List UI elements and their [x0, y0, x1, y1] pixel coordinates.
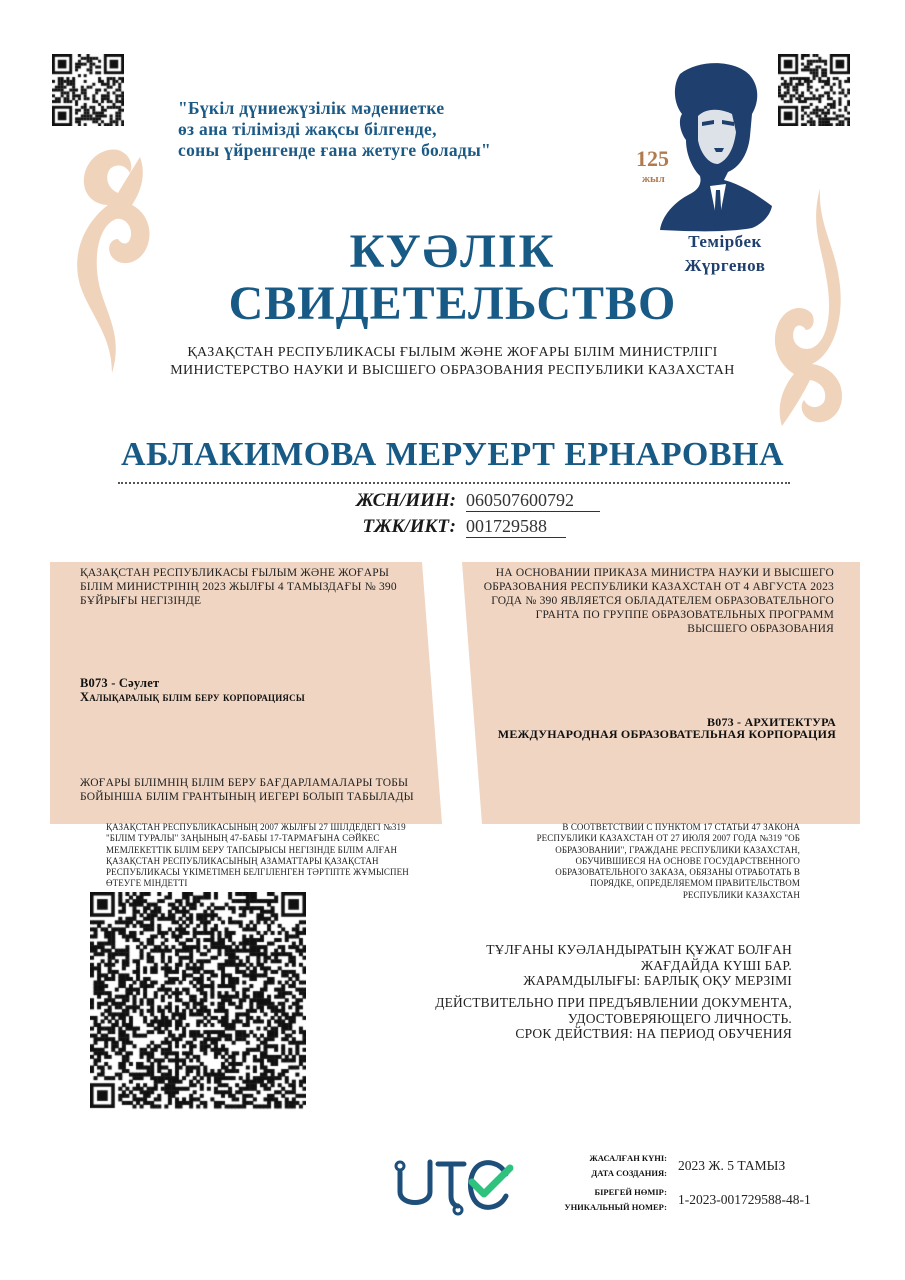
text-line: ОБРАЗОВАТЕЛЬНОГО ЗАКАЗА, ОБЯЗАНЫ ОТРАБОТАТЬ В [555, 867, 800, 878]
emblem-person-first-name: Темірбек [688, 232, 762, 251]
qr-code-top-left [52, 54, 124, 126]
text-line: В СООТВЕТСТВИИ С ПУНКТОМ 17 СТАТЬИ 47 ЗАКОНА [562, 822, 800, 832]
text-line: ҚАЗАҚСТАН РЕСПУБЛИКАСЫНЫҢ АЗАМАТТАРЫ ҚАЗАҚСТАН [106, 855, 379, 866]
name-underline-divider [118, 482, 790, 484]
ikt-value: 001729588 [466, 516, 566, 538]
anniversary-word: жыл [642, 173, 665, 185]
right-panel-basis [470, 566, 834, 636]
text-line: ОБУЧИВШИЕСЯ НА ОСНОВЕ ГОСУДАРСТВЕННОГО [575, 855, 800, 866]
ministry-name [0, 344, 905, 380]
validity-russian [420, 995, 792, 1042]
text-line: ДЕЙСТВИТЕЛЬНО ПРИ ПРЕДЪЯВЛЕНИИ ДОКУМЕНТА, [435, 995, 792, 1010]
text-line: ПОРЯДКЕ, ОПРЕДЕЛЯЕМОМ ПРАВИТЕЛЬСТВОМ [590, 878, 800, 889]
emblem-person-last-name: Жүргенов [684, 256, 766, 275]
text-line: ҚАЗАҚСТАН РЕСПУБЛИКАСЫНЫҢ 2007 ЖЫЛҒЫ 27 ШІЛДЕДЕГІ №319 [106, 822, 406, 832]
text-line: ҚАЗАҚСТАН РЕСПУБЛИКАСЫ ҒЫЛЫМ ЖӘНЕ ЖОҒАРЫ [80, 567, 390, 579]
text-line: РЕСПУБЛИКАСЫ ҮКІМЕТІМЕН БЕЛГІЛЕНГЕН ТӘРТІПТЕ ЖҰМЫСПЕН [106, 867, 409, 878]
obligation-russian [500, 822, 800, 901]
text-line: "БІЛІМ ТУРАЛЫ" ЗАҢЫНЫҢ 47-БАБЫ 17-ТАРМАҒЫНА СӘЙКЕС [106, 833, 380, 844]
ikt-row [300, 516, 620, 538]
validity-kazakh [420, 942, 792, 989]
left-panel-holder-text [80, 776, 414, 804]
obligation-kazakh [106, 822, 409, 890]
program-code-kazakh: B073 - Сәулет [80, 676, 160, 690]
text-line: ВЫСШЕГО ОБРАЗОВАНИЯ [687, 623, 834, 635]
iin-label: ЖСН/ИИН: [356, 490, 456, 511]
text-line: МЕМЛЕКЕТТІК БІЛІМ БЕРУ ТАПСЫРЫСЫ НЕГІЗІНДЕ БІЛІМ АЛҒАН [106, 844, 398, 855]
left-panel-program [80, 676, 305, 704]
university-name-kazakh: Халықаралық білім беру корпорациясы [80, 690, 305, 704]
motto-line: "Бүкіл дүниежүзілік мәдениетке [178, 98, 445, 118]
motto-line: соны үйренгенде ғана жетуге болады" [178, 140, 492, 160]
text-line: ОБРАЗОВАНИЯ РЕСПУБЛИКИ КАЗАХСТАН ОТ 4 АВГУСТА 2023 [483, 581, 834, 593]
document-title-russian: СВИДЕТЕЛЬСТВО [228, 277, 677, 330]
ikt-label: ТЖК/ИКТ: [362, 516, 456, 537]
text-line: ОБРАЗОВАНИИ", ГРАЖДАНЕ РЕСПУБЛИКИ КАЗАХСТАН, [555, 844, 800, 855]
iin-value: 060507600792 [466, 490, 600, 512]
left-panel-basis [80, 566, 397, 608]
text-line: ГОДА № 390 ЯВЛЯЕТСЯ ОБЛАДАТЕЛЕМ ОБРАЗОВАТЕЛЬНОГО [491, 595, 834, 607]
text-line: ЖОҒАРЫ БІЛІМНІҢ БІЛІМ БЕРУ БАҒДАРЛАМАЛАРЫ ТОБЫ [80, 777, 409, 789]
unique-number-label-russian: УНИКАЛЬНЫЙ НОМЕР: [564, 1202, 667, 1212]
anniversary-number: 125 [636, 146, 669, 171]
text-line: ГРАНТА ПО ГРУППЕ ОБРАЗОВАТЕЛЬНЫХ ПРОГРАММ [535, 609, 834, 621]
created-date-label-kazakh: ЖАСАЛҒАН КҮНІ: [589, 1153, 667, 1163]
university-name-russian: МЕЖДУНАРОДНАЯ ОБРАЗОВАТЕЛЬНАЯ КОРПОРАЦИЯ [497, 727, 836, 741]
text-line: ЖАҒДАЙДА КҮШІ БАР. [640, 957, 792, 973]
text-line: УДОСТОВЕРЯЮЩЕГО ЛИЧНОСТЬ. [567, 1010, 792, 1026]
document-title-kazakh: КУӘЛІК [349, 225, 556, 278]
text-line: ТҰЛҒАНЫ КУӘЛАНДЫРАТЫН ҚҰЖАТ БОЛҒАН [486, 942, 792, 957]
text-line: ӨТЕУГЕ МІНДЕТТІ [106, 878, 188, 889]
text-line: БІЛІМ МИНИСТРІНІҢ 2023 ЖЫЛҒЫ 4 ТАМЫЗДАҒЫ № 390 [80, 581, 397, 593]
program-code-russian: B073 - АРХИТЕКТУРА [707, 715, 836, 729]
text-line: БОЙЫНША БІЛІМ ГРАНТЫНЫҢ ИЕГЕРІ БОЛЫП ТАБЫЛАДЫ [80, 791, 414, 803]
text-line: БҰЙРЫҒЫ НЕГІЗІНДЕ [80, 595, 202, 607]
text-line: СРОК ДЕЙСТВИЯ: НА ПЕРИОД ОБУЧЕНИЯ [515, 1026, 792, 1041]
created-date-value: 2023 Ж. 5 ТАМЫЗ [678, 1158, 786, 1173]
motto-line: өз ана тілімізді жақсы білгенде, [178, 119, 437, 139]
unique-number-value: 1-2023-001729588-48-1 [678, 1192, 811, 1207]
holder-full-name: АБЛАКИМОВА МЕРУЕРТ ЕРНАРОВНА [120, 436, 785, 473]
right-panel-program [470, 716, 836, 740]
unique-number-label-kazakh: БІРЕГЕЙ НӨМІР: [594, 1187, 667, 1197]
qr-code-main [90, 892, 306, 1110]
text-line: РЕСПУБЛИКИ КАЗАХСТАН [682, 889, 800, 900]
text-line: РЕСПУБЛИКИ КАЗАХСТАН ОТ 27 ИЮЛЯ 2007 ГОДА №319 "ОБ [536, 833, 800, 844]
utc-logo-icon [390, 1152, 520, 1218]
iin-row [300, 490, 620, 512]
text-line: ЖАРАМДЫЛЫҒЫ: БАРЛЫҚ ОҚУ МЕРЗІМІ [523, 973, 792, 988]
ministry-name-russian: МИНИСТЕРСТВО НАУКИ И ВЫСШЕГО ОБРАЗОВАНИЯ РЕСПУБЛИКИ КАЗАХСТАН [170, 363, 735, 378]
motto-quote [178, 98, 618, 161]
created-date-label-russian: ДАТА СОЗДАНИЯ: [591, 1168, 667, 1178]
text-line: НА ОСНОВАНИИ ПРИКАЗА МИНИСТРА НАУКИ И ВЫСШЕГО [495, 567, 834, 579]
ministry-name-kazakh: ҚАЗАҚСТАН РЕСПУБЛИКАСЫ ҒЫЛЫМ ЖӘНЕ ЖОҒАРЫ БІЛІМ МИНИСТРЛІГІ [187, 345, 718, 360]
